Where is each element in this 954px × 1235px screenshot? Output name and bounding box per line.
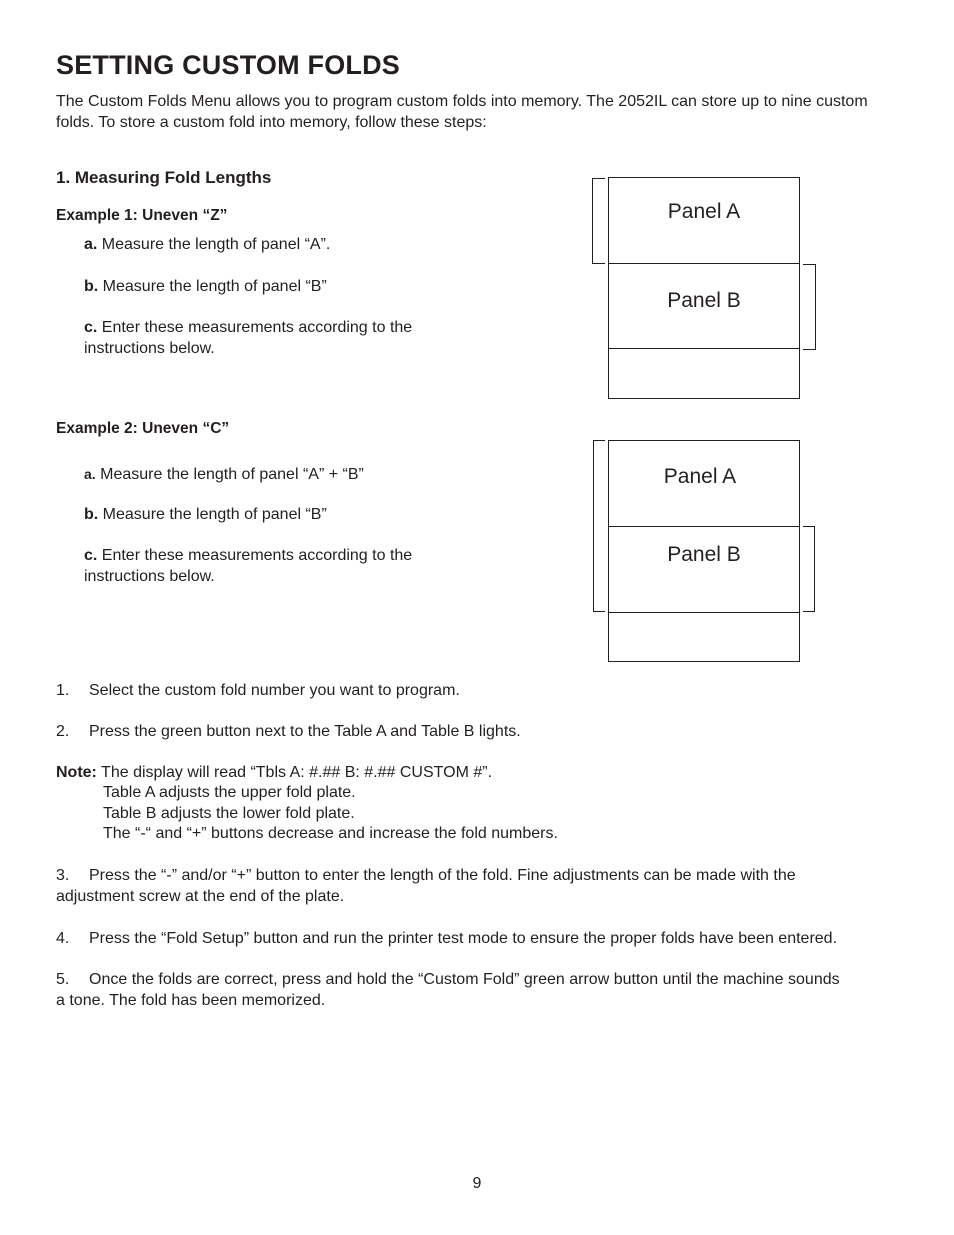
panel-a-bracket [592, 178, 605, 264]
list-item: 2. Press the green button next to the Table A and Table B lights. [56, 723, 521, 740]
section-heading: 1. Measuring Fold Lengths [56, 168, 272, 187]
fold-line [609, 263, 799, 264]
note-line: The “-“ and “+” buttons decrease and increase the fold numbers. [103, 825, 558, 842]
sheet-outline [608, 440, 800, 662]
list-item: 5. Once the folds are correct, press and hold the “Custom Fold” green arrow button until the machine sounds a tone. The fold has been memorized. [56, 971, 840, 1009]
panel-a-label: Panel A [667, 200, 741, 223]
example-2-title: Example 2: Uneven “C” [56, 420, 230, 437]
example-1-step-c: c. Enter these measurements according to the instructions below. [84, 319, 413, 357]
note-line: Table B adjusts the lower fold plate. [103, 805, 355, 822]
panel-a-label: Panel A [663, 465, 737, 488]
example-1-title: Example 1: Uneven “Z” [56, 207, 228, 224]
example-2-step-c: c. Enter these measurements according to the instructions below. [84, 547, 413, 585]
list-item: 1. Select the custom fold number you want to program. [56, 682, 460, 699]
intro-paragraph: The Custom Folds Menu allows you to program custom folds into memory. The 2052IL can store up to nine custom folds. To store a custom fold into memory, follow these steps: [56, 93, 868, 131]
fold-line [609, 348, 799, 349]
page-number: 9 [472, 1175, 482, 1192]
page-title: SETTING CUSTOM FOLDS [56, 50, 401, 80]
panel-b-label: Panel B [667, 289, 741, 312]
list-item: 3. Press the “-” and/or “+” button to enter the length of the fold. Fine adjustments can be made with the adjustment screw at the end of the plate. [56, 867, 796, 905]
panel-ab-bracket [593, 440, 605, 612]
fold-line [609, 526, 799, 527]
sheet-outline [608, 177, 800, 399]
example-1-step-a: a. Measure the length of panel “A”. [84, 236, 331, 253]
note: Note: The display will read “Tbls A: #.## B: #.## CUSTOM #”. [56, 764, 493, 781]
example-2-step-b: b. Measure the length of panel “B” [84, 506, 327, 523]
panel-b-label: Panel B [667, 543, 741, 566]
example-2-step-a: a. Measure the length of panel “A” + “B” [84, 466, 364, 483]
panel-b-bracket [803, 264, 816, 350]
panel-b-bracket [803, 526, 815, 612]
fold-line [609, 612, 799, 613]
list-item: 4. Press the “Fold Setup” button and run the printer test mode to ensure the proper folds have been entered. [56, 930, 838, 947]
example-1-step-b: b. Measure the length of panel “B” [84, 278, 327, 295]
note-line: Table A adjusts the upper fold plate. [103, 784, 356, 801]
